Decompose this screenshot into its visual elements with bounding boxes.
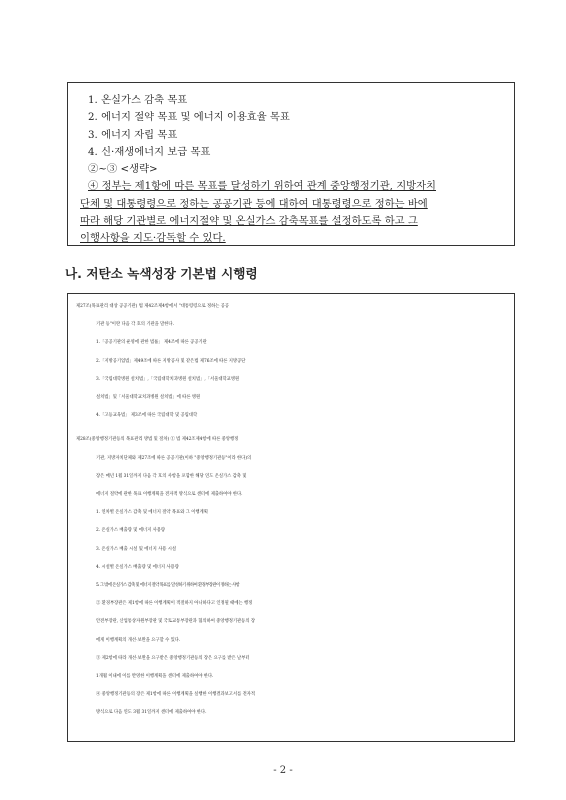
- article-28-item: 1. 연차별 온실가스 감축 및 에너지 절약 목표와 그 이행계획: [96, 510, 208, 516]
- article-28-item: 3. 온실가스 배출 시설 및 에너지 사용 시설: [96, 546, 177, 552]
- target-item-2: 2. 에너지 절약 목표 및 에너지 이용효율 목표: [88, 111, 290, 124]
- target-item-3: 3. 에너지 자립 목표: [88, 128, 178, 141]
- article-28-clause: 안전부장관, 산업통상자원부장관 및 국토교통부장관과 협의하여 중앙행정기관등의 장: [96, 619, 255, 625]
- article-28-item: 2. 온실가스 배출량 및 에너지 사용량: [96, 528, 166, 534]
- article-27-title: 제27조(목표관리 대상 공공기관) 법 제42조제4항에서 "대통령령으로 정하는 공공: [76, 304, 230, 309]
- decree-excerpt-box: [67, 293, 515, 742]
- article-28-clause: 방식으로 다음 연도 3월 31일까지 센터에 제출하여야 한다.: [96, 710, 207, 716]
- article-27-line: 기관 등"이란 다음 각 호의 기관을 말한다.: [96, 322, 174, 328]
- clause-4-line-1: ④ 정부는 제1항에 따른 목표를 달성하기 위하여 관계 중앙행정기관, 지방자치: [88, 180, 436, 193]
- article-28-line: 장은 매년 1월 31일까지 다음 각 호의 사항을 포함한 해당 연도 온실가스 감축 및: [96, 473, 247, 479]
- article-28-title: 제28조(중앙행정기관등의 목표관리 방법 및 절차) ① 법 제42조제4항에 따른 중앙행정: [76, 437, 239, 443]
- target-item-4: 4. 신·재생에너지 보급 목표: [88, 145, 211, 158]
- article-28-line: 기관, 지방자치단체와 제27조에 따른 공공기관(이하 "중앙행정기관등"이라 한다)의: [96, 455, 252, 461]
- omitted-clause: ②~③ <생략>: [88, 163, 158, 176]
- article-28-item: 4. 시설별 온실가스 배출량 및 에너지 사용량: [96, 564, 179, 570]
- article-28-clause: ③ 제2항에 따라 개선·보완을 요구받은 중앙행정기관등의 장은 요구를 받은 날부터: [96, 655, 250, 661]
- article-27-item: 2.「지방공기업법」제49조에 따른 지방공사 및 같은법 제76조에 따른 지방공단: [96, 358, 246, 364]
- article-28-clause: ② 환경부장관은 제1항에 따른 이행계획이 적절하지 아니하다고 인정될 때에는 행정: [96, 601, 253, 607]
- article-28-item: 5. 그 밖에 온실가스 감축 및 에너지 절약 목표를 달성하기 위하여 환경부장관이 정하는 사항: [96, 583, 240, 589]
- article-28-line: 에너지 절약에 관한 목표 이행계획을 전자적 방식으로 센터에 제출하여야 한다.: [96, 492, 243, 498]
- article-27-item: 설치법」및「서울대학교치과병원 설치법」에 따른 병원: [96, 395, 201, 401]
- article-28-clause: ④ 중앙행정기관등의 장은 제1항에 따른 이행계획을 실행한 이행결과보고서를 전자적: [96, 692, 256, 698]
- clause-4-line-3: 따라 해당 기관별로 에너지절약 및 온실가스 감축목표를 설정하도록 하고 그: [80, 215, 418, 228]
- article-28-clause: 에게 이행계획의 개선·보완을 요구할 수 있다.: [96, 637, 181, 643]
- clause-4-line-4: 이행사항을 지도·감독할 수 있다.: [80, 232, 226, 245]
- clause-4-line-2: 단체 및 대통령령으로 정하는 공공기관 등에 대하여 대통령령으로 정하는 바에: [80, 197, 428, 210]
- article-27-item: 1.「공공기관의 운영에 관한 법률」 제4조에 따른 공공기관: [96, 340, 207, 346]
- section-heading: 나. 저탄소 녹색성장 기본법 시행령: [65, 266, 258, 281]
- target-item-1: 1. 온실가스 감축 목표: [88, 94, 188, 106]
- article-28-clause: 1개월 이내에 이를 반영한 이행계획을 센터에 제출하여야 한다.: [96, 674, 214, 680]
- article-27-item: 4.「고등교육법」 제3조에 따른 국립대학 및 공립대학: [96, 413, 198, 419]
- article-27-item: 3.「국립대학병원 설치법」,「국립대학치과병원 설치법」,「서울대학교병원: [96, 376, 240, 382]
- page-number: - 2 -: [273, 765, 293, 776]
- law-excerpt-box: [67, 82, 515, 246]
